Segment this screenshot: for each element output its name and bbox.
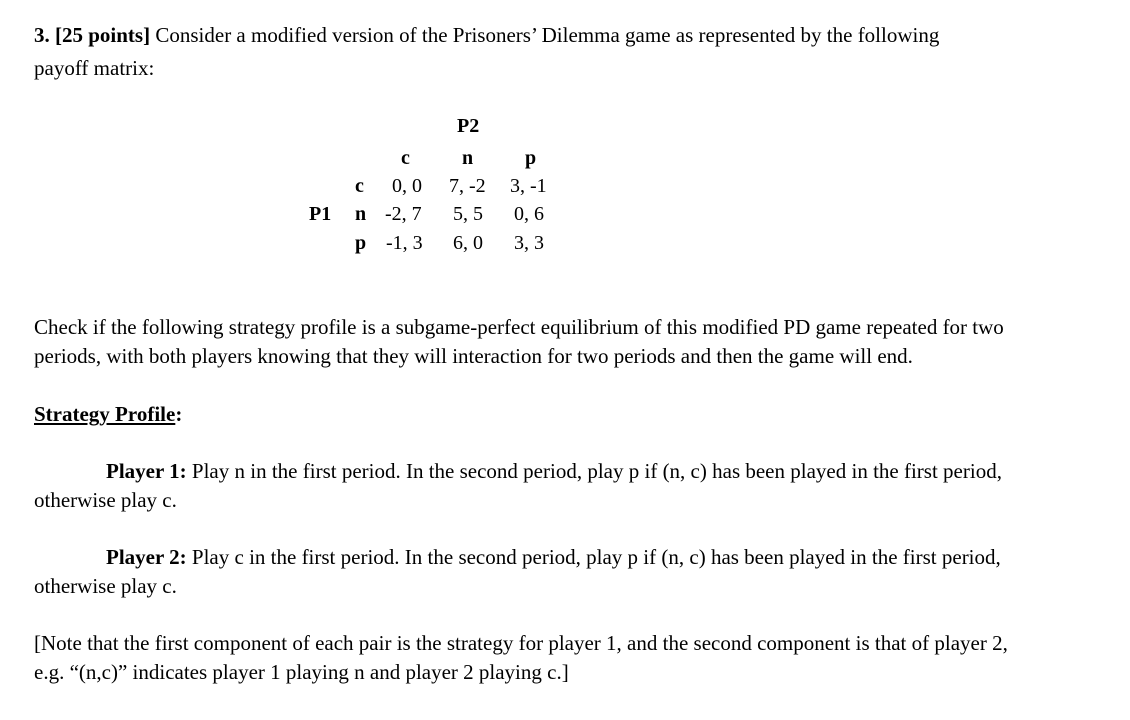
player-1-line-2: otherwise play c. — [34, 488, 177, 512]
row-player-label: P1 — [309, 203, 332, 225]
payoff-cell-c-c: 0, 0 — [392, 175, 422, 197]
player-2-line-2: otherwise play c. — [34, 574, 177, 598]
payoff-cell-p-n: 6, 0 — [453, 232, 483, 254]
question-intro-line-1 — [34, 23, 939, 47]
strategy-profile-heading-colon: : — [175, 402, 183, 426]
player-2-text: Play c in the first period. In the second period, play p if (n, c) has been played in the first period, — [186, 545, 1001, 569]
payoff-matrix — [300, 112, 580, 262]
row-strategy-c: c — [355, 175, 364, 197]
payoff-cell-n-c: -2, 7 — [385, 203, 422, 225]
row-strategy-p: p — [355, 232, 367, 254]
player-2-label: Player 2: — [106, 545, 187, 569]
payoff-cell-n-n: 5, 5 — [453, 203, 483, 225]
note-line-1: [Note that the first component of each pair is the strategy for player 1, and the second component is that of player 2, — [34, 631, 1008, 655]
player-1-line-1 — [106, 459, 1002, 483]
strategy-profile-heading-text: Strategy Profile — [34, 402, 176, 426]
column-strategy-c: c — [401, 147, 410, 169]
question-intro-text: Consider a modified version of the Prisoners’ Dilemma game as represented by the following — [150, 23, 940, 47]
player-1-text: Play n in the first period. In the second period, play p if (n, c) has been played in the first period, — [186, 459, 1002, 483]
payoff-cell-c-p: 3, -1 — [510, 175, 547, 197]
column-player-label: P2 — [457, 115, 480, 137]
player-1-label: Player 1: — [106, 459, 187, 483]
strategy-profile-heading — [34, 402, 182, 426]
player-2-line-1 — [106, 545, 1001, 569]
column-strategy-n: n — [462, 147, 474, 169]
payoff-cell-n-p: 0, 6 — [514, 203, 544, 225]
check-line-1: Check if the following strategy profile is a subgame-perfect equilibrium of this modified PD game repeated for two — [34, 315, 1004, 339]
payoff-cell-p-p: 3, 3 — [514, 232, 544, 254]
check-line-2: periods, with both players knowing that they will interaction for two periods and then the game will end. — [34, 344, 913, 368]
note-line-2: e.g. “(n,c)” indicates player 1 playing n and player 2 playing c.] — [34, 660, 569, 684]
payoff-cell-c-n: 7, -2 — [449, 175, 486, 197]
payoff-cell-p-c: -1, 3 — [386, 232, 423, 254]
question-number-points: 3. [25 points] — [34, 23, 151, 47]
row-strategy-n: n — [355, 203, 367, 225]
question-intro-line-2: payoff matrix: — [34, 56, 155, 80]
column-strategy-p: p — [525, 147, 537, 169]
